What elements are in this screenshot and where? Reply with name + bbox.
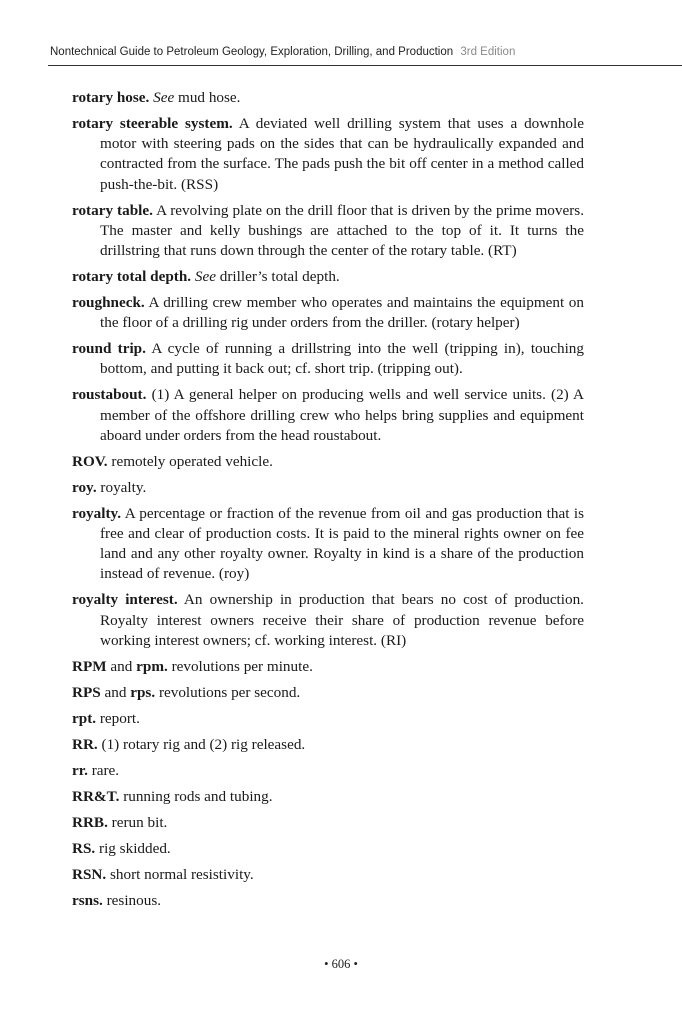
glossary-entry [72,683,584,703]
entry-definition: driller’s total depth. [219,268,340,286]
book-title: Nontechnical Guide to Petroleum Geology, Exploration, Drilling, and Production [50,46,454,58]
entry-definition: resinous. [106,891,162,909]
glossary-entry [72,478,584,498]
entry-definition: running rods and tubing. [123,787,273,805]
entry-term: royalty. [72,504,122,522]
entry-term: roughneck. [72,294,145,312]
entry-definition: revolutions per second. [158,683,301,701]
entry-definition: A deviated well drilling system that uses a downhole motor with steering pads on the sides that can be hydraulically expanded and contracted from the surface. The pads push the bit off center in a method called push-the-bit. (RSS) [100,115,584,193]
glossary-entry [72,735,584,755]
entry-term: RRB. [72,813,108,831]
entry-term: rotary table. [72,201,153,219]
entry-term: rsns. [72,891,103,909]
entry-term: RPM [72,657,107,675]
entry-term: rotary total depth. [72,268,192,286]
entry-see-reference: See [153,89,175,106]
entry-term: RSN. [72,865,107,883]
glossary-entry [72,709,584,729]
entry-joiner: and [104,683,127,701]
entry-term: RS. [72,839,96,857]
entry-term: rotary steerable system. [72,115,233,132]
glossary-entry [72,787,584,807]
entry-term: roy. [72,478,97,496]
entry-definition: royalty. [100,478,147,496]
entry-term-variant: rpm. [136,657,168,675]
edition-label: 3rd Edition [460,46,516,58]
entry-term: rotary hose. [72,89,150,106]
glossary-entry [72,761,584,781]
entry-definition: rerun bit. [111,813,168,831]
entry-joiner: and [110,657,133,675]
entry-definition: (1) A general helper on producing wells and well service units. (2) A member of the offshore drilling crew who helps bring supplies and equipment aboard under orders from the head roustabout. [100,386,585,444]
glossary-entry [72,839,584,859]
entry-definition: An ownership in production that bears no cost of production. Royalty interest owners receive their share of production revenue before working interest owners; cf. working interest. (RI) [100,591,584,649]
glossary-entry [72,114,584,195]
header-divider [48,65,682,66]
glossary-entry [72,891,584,911]
entry-definition: rig skidded. [99,839,171,857]
entry-definition: A drilling crew member who operates and maintains the equipment on the floor of a drilling rig under orders from the driller. (rotary helper) [100,294,584,332]
entry-see-reference: See [194,268,216,286]
entry-term: round trip. [72,340,146,358]
glossary-entry [72,293,584,333]
entry-term: RR. [72,735,98,753]
entry-definition: A percentage or fraction of the revenue from oil and gas production that is free and clear of production costs. It is paid to the mineral rights owner on fee land and any other royalty owner. Royalty in kind is a share of the production instead of revenue. (roy) [100,504,585,583]
entry-definition: remotely operated vehicle. [111,452,273,470]
glossary-entry [72,339,584,379]
glossary-entry [72,452,584,472]
entry-definition: report. [99,709,140,727]
entry-definition: rare. [91,761,120,779]
entry-definition: mud hose. [178,89,241,106]
glossary-entry [72,865,584,885]
entry-term: RR&T. [72,787,120,805]
entry-term: rpt. [72,709,97,727]
entry-definition: short normal resistivity. [109,865,254,883]
running-header [50,46,682,58]
glossary-entry [72,657,584,677]
glossary-entry [72,201,584,262]
entry-term: royalty interest. [72,591,178,609]
entry-term: ROV. [72,452,108,470]
entry-term: RPS [72,683,101,701]
glossary-entry [72,385,584,446]
glossary-entry [72,267,584,287]
entry-term: roustabout. [72,386,147,404]
entry-term-variant: rps. [130,683,156,701]
entry-definition: (1) rotary rig and (2) rig released. [101,735,306,753]
glossary-entry [72,504,584,585]
page-number: • 606 • [324,957,358,971]
glossary-entries [72,88,584,917]
entry-term: rr. [72,761,88,779]
entry-definition: A cycle of running a drillstring into the well (tripping in), touching bottom, and putting it back out; cf. short trip. (tripping out). [100,340,584,378]
entry-definition: revolutions per minute. [171,657,313,675]
glossary-entry [72,813,584,833]
glossary-entry [72,88,584,108]
glossary-entry [72,590,584,651]
entry-definition: A revolving plate on the drill floor that is driven by the prime movers. The master and kelly bushings are attached to the top of it. It turns the drillstring that runs down through the center of the rotary table. (RT) [100,201,584,260]
